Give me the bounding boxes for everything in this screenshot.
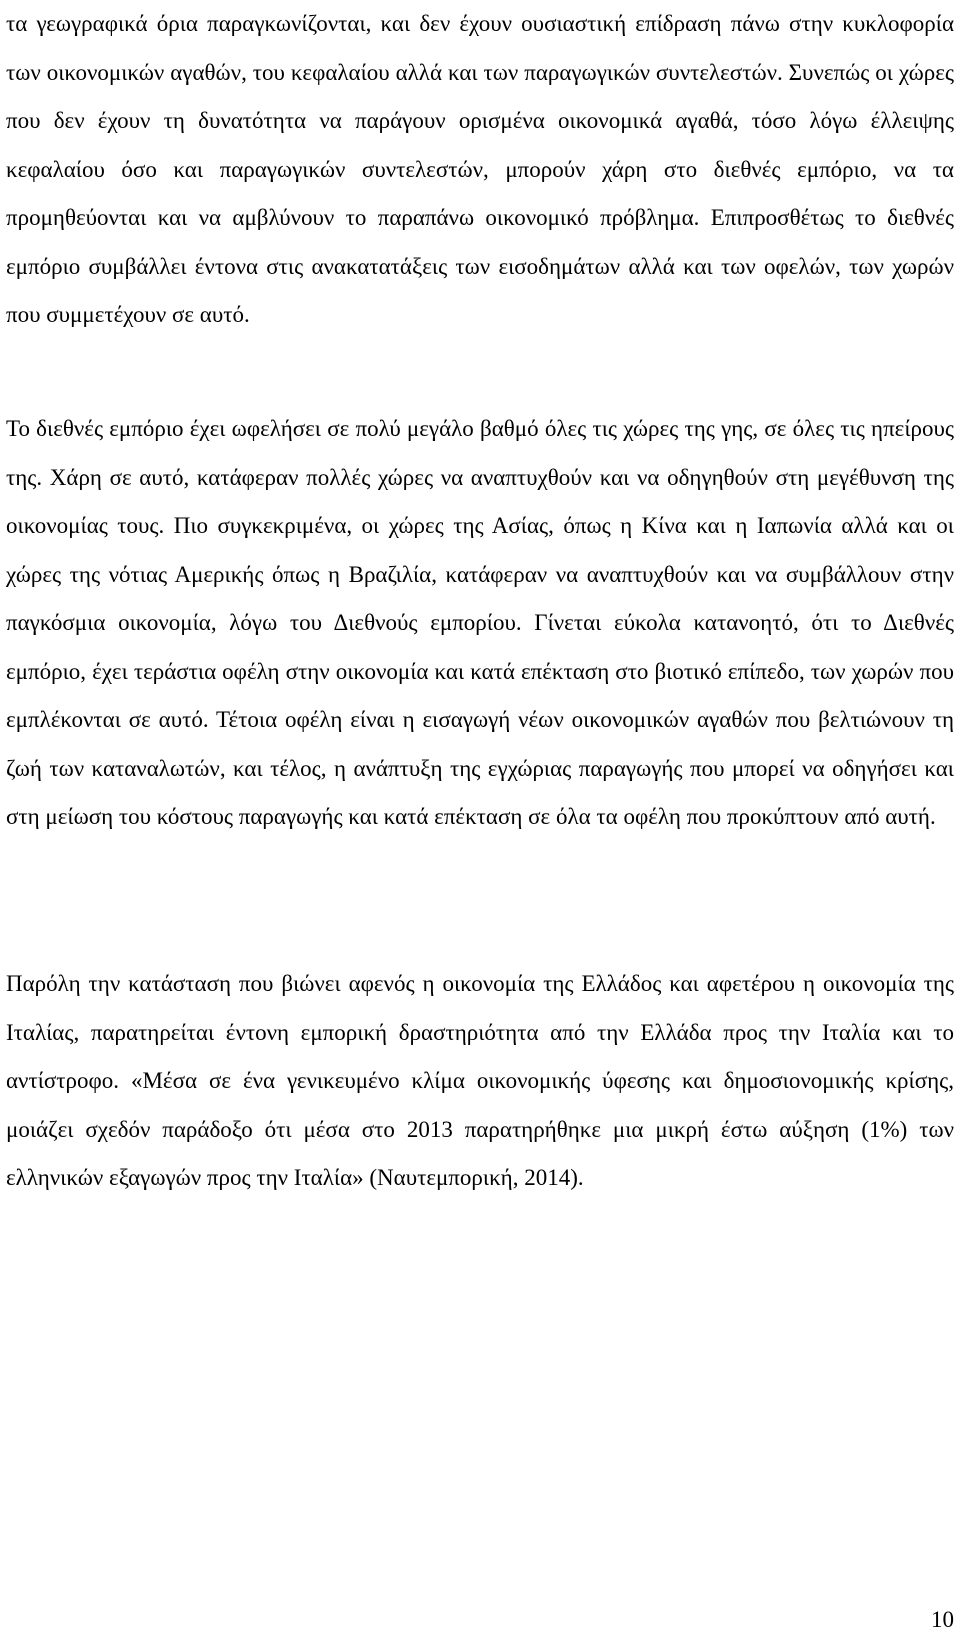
page-number: 10 [931,1607,954,1632]
paragraph-trade-benefits: Το διεθνές εμπόριο έχει ωφελήσει σε πολύ μεγάλο βαθμό όλες τις χώρες της γης, σε όλες τις ηπείρους της. Χάρη σε αυτό, κατάφεραν πολλές χώρες να αναπτυχθούν και να οδηγηθούν στη μεγέθυνση της οικονομίας τους. Πιο συγκεκριμένα, οι χώρες της Ασίας, όπως η Κίνα και η Ιαπωνία αλλά και οι χώρες της νότιας Αμερικής όπως η Βραζιλία, κατάφεραν να αναπτυχθούν και να συμβάλλουν στην παγκόσμια οικονομία, λόγω του Διεθνούς εμπορίου. Γίνεται εύκολα κατανοητό, ότι το Διεθνές εμπόριο, έχει τεράστια οφέλη στην οικονομία και κατά επέκταση στο βιοτικό επίπεδο, των χωρών που εμπλέκονται σε αυτό. Τέτοια οφέλη είναι η εισαγωγή νέων οικονομικών αγαθών που βελτιώνουν τη ζωή των καταναλωτών, και τέλος, η ανάπτυξη της εγχώριας παραγωγής που μπορεί να οδηγήσει και στη μείωση του κόστους παραγωγής και κατά επέκταση σε όλα τα οφέλη που προκύπτουν από αυτή. [6,416,954,829]
paragraph-international-trade-intro: τα γεωγραφικά όρια παραγκωνίζονται, και δεν έχουν ουσιαστική επίδραση πάνω στην κυκλοφορία των οικονομικών αγαθών, του κεφαλαίου αλλά και των παραγωγικών συντελεστών. Συνεπώς οι χώρες που δεν έχουν τη δυνατότητα να παράγουν ορισμένα οικονομικά αγαθά, τόσο λόγω έλλειψης κεφαλαίου όσο και παραγωγικών συντελεστών, μπορούν χάρη στο διεθνές εμπόριο, να τα προμηθεύονται και να αμβλύνουν το παραπάνω οικονομικό πρόβλημα. Επιπροσθέτως το διεθνές εμπόριο συμβάλλει έντονα στις ανακατατάξεις των εισοδημάτων αλλά και των οφελών, των χωρών που συμμετέχουν σε αυτό. [6,11,954,327]
paragraph-greece-italy-trade: Παρόλη την κατάσταση που βιώνει αφενός η οικονομία της Ελλάδος και αφετέρου η οικονομία της Ιταλίας, παρατηρείται έντονη εμπορική δραστηριότητα από την Ελλάδα προς την Ιταλία και το αντίστροφο. «Μέσα σε ένα γενικευμένο κλίμα οικονομικής ύφεσης και δημοσιονομικής κρίσης, μοιάζει σχεδόν παράδοξο ότι μέσα στο 2013 παρατηρήθηκε μια μικρή έστω αύξηση (1%) των ελληνικών εξαγωγών προς την Ιταλία» (Ναυτεμπορική, 2014). [6,971,954,1190]
